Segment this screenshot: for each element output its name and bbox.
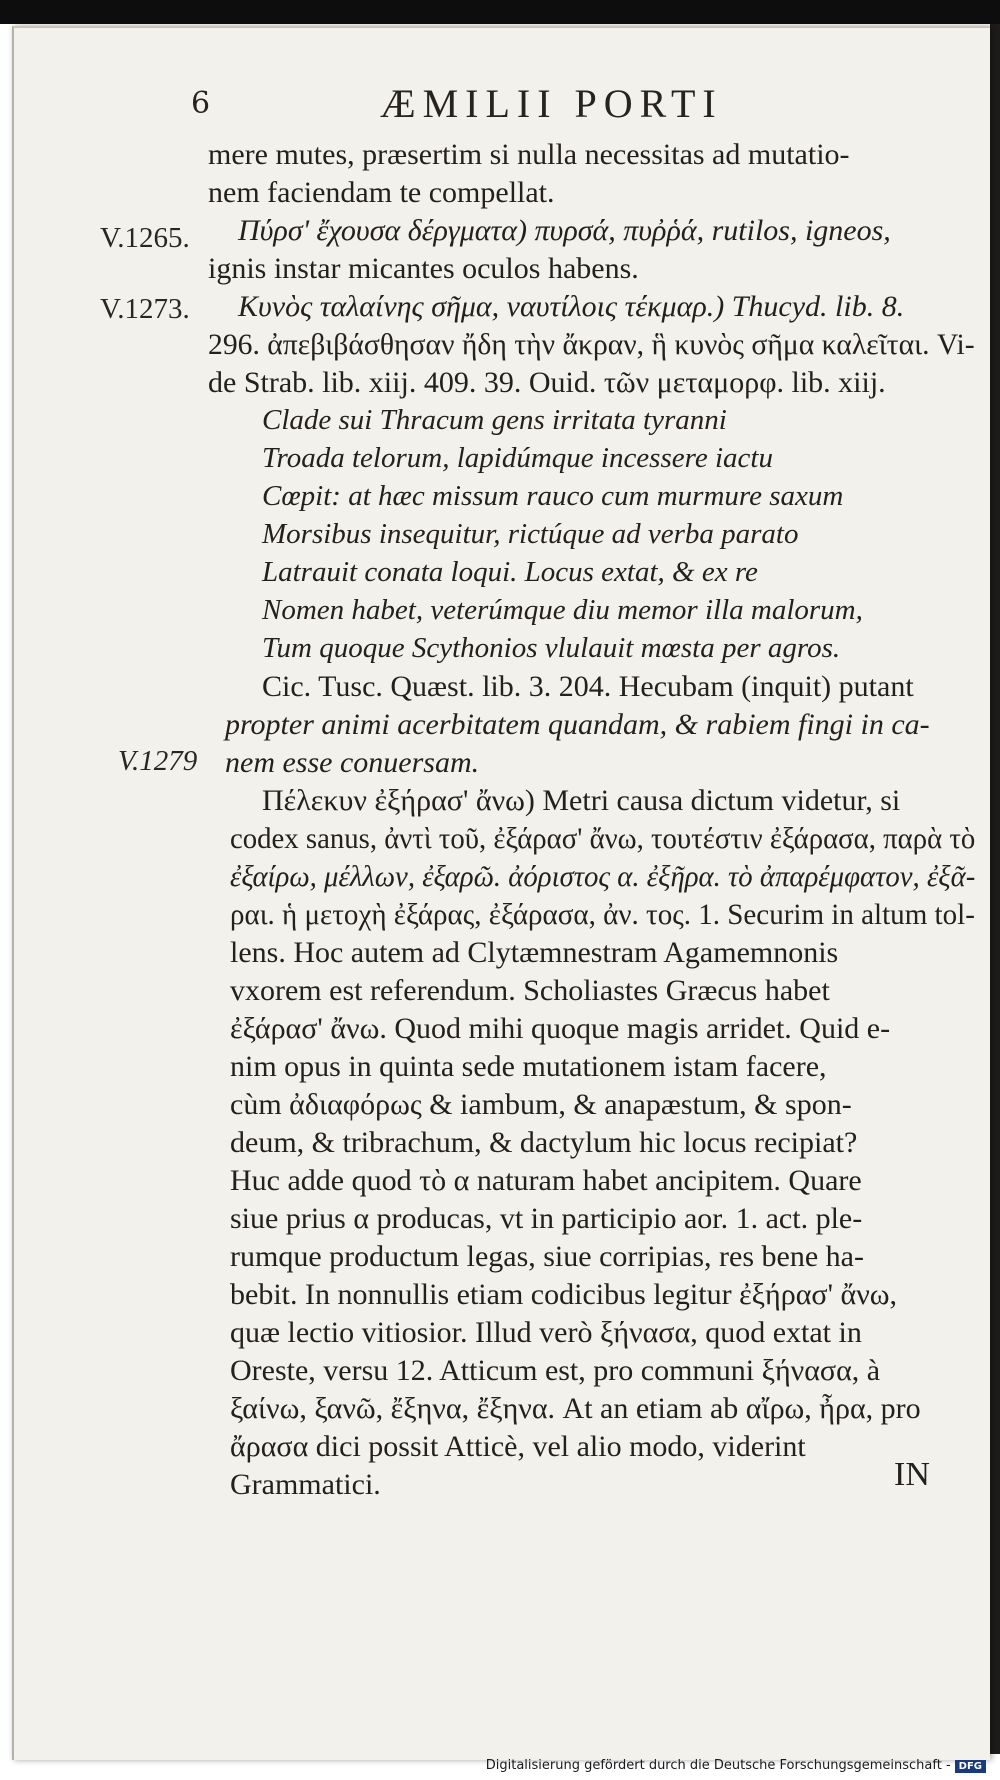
digitization-credit xyxy=(486,1758,986,1773)
book-page xyxy=(12,26,990,1760)
text-line: mere mutes, præsertim si nulla necessitas ad mutatio- xyxy=(208,138,850,171)
verse-line: Clade sui Thracum gens irritata tyranni xyxy=(262,404,727,436)
text-line: Cic. Tusc. Quæst. lib. 3. 204. Hecubam (inquit) putant xyxy=(262,670,914,703)
text-line: deum, & tribrachum, & dactylum hic locus recipiat? xyxy=(230,1126,858,1159)
running-header: ÆMILII PORTI xyxy=(380,81,723,126)
text-line: ξαίνω, ξανῶ, ἔξηνα, ἔξηνα. At an etiam ab αἴρω, ἦρα, pro xyxy=(230,1392,921,1425)
text-line: Huc adde quod τὸ α naturam habet ancipitem. Quare xyxy=(230,1164,862,1197)
text-line: ραι. ἡ μετοχὴ ἐξάρας, ἐξάρασα, ἀν. τος. 1. Securim in altum tol- xyxy=(230,898,975,931)
text-line: nem esse conuersam. xyxy=(225,746,480,779)
verse-line: Nomen habet, veterúmque diu memor illa malorum, xyxy=(262,594,863,626)
text-line: propter animi acerbitatem quandam, & rabiem fingi in ca- xyxy=(225,708,930,741)
verse-line: Troada telorum, lapidúmque incessere iactu xyxy=(262,442,773,474)
verse-line: Tum quoque Scythonios vlulauit mœsta per agros. xyxy=(262,632,841,664)
top-border xyxy=(0,0,1000,24)
dfg-logo: DFG xyxy=(955,1760,986,1773)
text-line: nim opus in quinta sede mutationem istam facere, xyxy=(230,1050,827,1083)
text-line: Πύρσ' ἔχουσα δέργματα) πυρσά, πυῤῥά, rutilos, igneos, xyxy=(238,214,891,247)
text-line: siue prius α producas, vt in participio aor. 1. act. ple- xyxy=(230,1202,863,1235)
verse-line: Cœpit: at hæc missum rauco cum murmure saxum xyxy=(262,480,844,512)
text-line: ἐξαίρω, μέλλων, ἐξαρῶ. ἀόριστος α. ἐξῆρα. τὸ ἀπαρέμφατον, ἐξᾶ- xyxy=(230,860,976,893)
page-number: 6 xyxy=(191,86,211,121)
verse-line: Latrauit conata loqui. Locus extat, & ex re xyxy=(262,556,758,588)
text-line: cùm ἀδιαφόρως & iambum, & anapæstum, & spon- xyxy=(230,1088,852,1121)
text-line: nem faciendam te compellat. xyxy=(208,176,555,209)
right-border xyxy=(990,24,1000,1754)
text-line: rumque productum legas, siue corripias, res bene ha- xyxy=(230,1240,864,1273)
credit-text: Digitalisierung gefördert durch die Deutsche Forschungsgemeinschaft - xyxy=(485,1758,951,1773)
text-line: de Strab. lib. xiij. 409. 39. Ouid. τῶν μεταμορφ. lib. xiij. xyxy=(208,366,886,399)
text-line: quæ lectio vitiosior. Illud verò ξήνασα, quod extat in xyxy=(230,1316,862,1349)
text-line: bebit. In nonnullis etiam codicibus legitur ἐξήρασ' ἄνω, xyxy=(230,1278,898,1311)
text-line: ἐξάρασ' ἄνω. Quod mihi quoque magis arridet. Quid e- xyxy=(230,1012,891,1045)
text-line: codex sanus, ἀντὶ τοῦ, ἐξάρασ' ἄνω, τουτέστιν ἐξάρασα, παρὰ τὸ xyxy=(230,822,976,855)
text-line: Πέλεκυν ἐξήρασ' ἄνω) Metri causa dictum videtur, si xyxy=(262,784,901,817)
text-line: Oreste, versu 12. Atticum est, pro communi ξήνασα, à xyxy=(230,1354,881,1387)
margin-note-v1265: V.1265. xyxy=(100,222,190,254)
verse-line: Morsibus insequitur, rictúque ad verba parato xyxy=(262,518,799,550)
text-line: lens. Hoc autem ad Clytæmnestram Agamemnonis xyxy=(230,936,839,969)
margin-note-v1273: V.1273. xyxy=(100,293,190,325)
catchword: IN xyxy=(894,1456,930,1493)
text-line: vxorem est referendum. Scholiastes Græcus habet xyxy=(230,974,830,1007)
text-line: ἄρασα dici possit Atticè, vel alio modo, viderint xyxy=(230,1430,806,1463)
text-line: Κυνὸς ταλαίνης σῆμα, ναυτίλοις τέκμαρ.) Thucyd. lib. 8. xyxy=(238,290,905,323)
text-line: ignis instar micantes oculos habens. xyxy=(208,252,639,285)
margin-note-v1279: V.1279 xyxy=(118,745,198,777)
text-line: 296. ἀπεβιβάσθησαν ἤδη τὴν ἄκραν, ἣ κυνὸς σῆμα καλεῖται. Vi- xyxy=(208,328,975,361)
text-line: Grammatici. xyxy=(230,1468,381,1501)
